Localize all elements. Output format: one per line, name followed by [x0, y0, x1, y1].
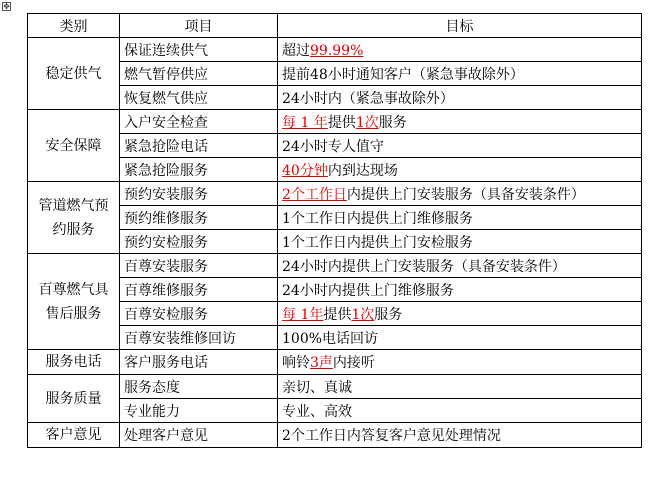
item-cell: 恢复燃气供应	[120, 86, 278, 110]
table-row	[28, 86, 642, 110]
item-cell: 燃气暂停供应	[120, 62, 278, 86]
item-cell: 紧急抢险电话	[120, 134, 278, 158]
table-row	[28, 182, 642, 206]
target-text: 提前48小时通知客户（紧急事故除外）	[282, 66, 524, 83]
table-row	[28, 62, 642, 86]
target-text: 24小时专人值守	[282, 138, 384, 155]
target-cell	[278, 230, 642, 254]
item-cell: 预约安检服务	[120, 230, 278, 254]
highlighted-value: 1次	[355, 114, 379, 131]
category-cell: 服务电话	[28, 350, 120, 375]
table-body	[28, 38, 642, 448]
target-cell	[278, 158, 642, 182]
item-cell: 保证连续供气	[120, 38, 278, 62]
header-target: 目标	[278, 14, 642, 38]
category-cell: 稳定供气	[28, 38, 120, 110]
target-cell	[278, 350, 642, 375]
table-row	[28, 110, 642, 134]
target-text: 内接听	[332, 355, 375, 371]
target-text: 响铃	[282, 355, 310, 371]
target-cell	[278, 86, 642, 110]
item-cell: 百尊安检服务	[120, 302, 278, 326]
table-row	[28, 302, 642, 326]
item-cell: 百尊维修服务	[120, 278, 278, 302]
target-text: 服务	[374, 306, 403, 323]
target-text: 1个工作日内提供上门安检服务	[282, 234, 473, 251]
table-row	[28, 350, 642, 375]
target-text: 1个工作日内提供上门维修服务	[282, 210, 473, 227]
target-cell	[278, 254, 642, 278]
target-cell	[278, 375, 642, 399]
table-row	[28, 278, 642, 302]
table-row	[28, 399, 642, 423]
category-cell: 管道燃气预约服务	[28, 182, 120, 254]
table-row	[28, 423, 642, 448]
target-cell	[278, 134, 642, 158]
target-text: 100%电话回访	[282, 330, 379, 347]
item-cell: 服务态度	[120, 375, 278, 399]
target-text: 超过	[282, 42, 310, 59]
target-cell	[278, 278, 642, 302]
table-row	[28, 326, 642, 350]
table-row	[28, 134, 642, 158]
item-cell: 百尊安装维修回访	[120, 326, 278, 350]
target-text: 服务	[378, 114, 407, 131]
target-text: 24小时内（紧急事故除外）	[282, 90, 454, 107]
category-cell: 客户意见	[28, 423, 120, 448]
target-text: 24小时内提供上门维修服务	[282, 282, 454, 299]
highlighted-value: 3声	[310, 355, 333, 371]
table-move-handle-icon[interactable]: ✥	[3, 2, 10, 11]
item-cell: 紧急抢险服务	[120, 158, 278, 182]
category-cell: 安全保障	[28, 110, 120, 182]
table-row	[28, 38, 642, 62]
target-text: 专业、高效	[282, 403, 352, 420]
target-cell	[278, 110, 642, 134]
table-row	[28, 158, 642, 182]
highlighted-value: 每 1 年	[282, 114, 328, 131]
item-cell: 客户服务电话	[120, 350, 278, 375]
item-cell: 百尊安装服务	[120, 254, 278, 278]
target-text: 亲切、真诚	[282, 379, 352, 396]
target-text: 提供	[327, 114, 356, 131]
service-standards-table	[27, 13, 642, 448]
item-cell: 预约安装服务	[120, 182, 278, 206]
highlighted-value: 40分钟	[282, 162, 328, 179]
target-cell	[278, 182, 642, 206]
table-row	[28, 206, 642, 230]
target-text: 内提供上门安装服务（具备安装条件）	[346, 186, 585, 203]
target-cell	[278, 206, 642, 230]
target-cell	[278, 38, 642, 62]
header-row	[28, 14, 642, 38]
highlighted-value: 每 1年	[282, 306, 324, 323]
target-text: 24小时内提供上门安装服务（具备安装条件）	[282, 258, 566, 275]
table-row	[28, 375, 642, 399]
highlighted-value: 99.99%	[310, 42, 364, 59]
target-text: 2个工作日内答复客户意见处理情况	[282, 428, 501, 444]
highlighted-value: 2个工作日	[282, 186, 347, 203]
item-cell: 预约维修服务	[120, 206, 278, 230]
table-row	[28, 230, 642, 254]
highlighted-value: 1次	[351, 306, 375, 323]
target-cell	[278, 326, 642, 350]
target-text: 提供	[323, 306, 352, 323]
header-category: 类别	[28, 14, 120, 38]
table-row	[28, 254, 642, 278]
item-cell: 专业能力	[120, 399, 278, 423]
target-cell	[278, 399, 642, 423]
category-cell: 服务质量	[28, 375, 120, 423]
item-cell: 入户安全检查	[120, 110, 278, 134]
target-cell	[278, 302, 642, 326]
category-cell: 百尊燃气具售后服务	[28, 254, 120, 350]
item-cell: 处理客户意见	[120, 423, 278, 448]
target-cell	[278, 423, 642, 448]
target-cell	[278, 62, 642, 86]
header-item: 项目	[120, 14, 278, 38]
target-text: 内到达现场	[327, 162, 398, 179]
